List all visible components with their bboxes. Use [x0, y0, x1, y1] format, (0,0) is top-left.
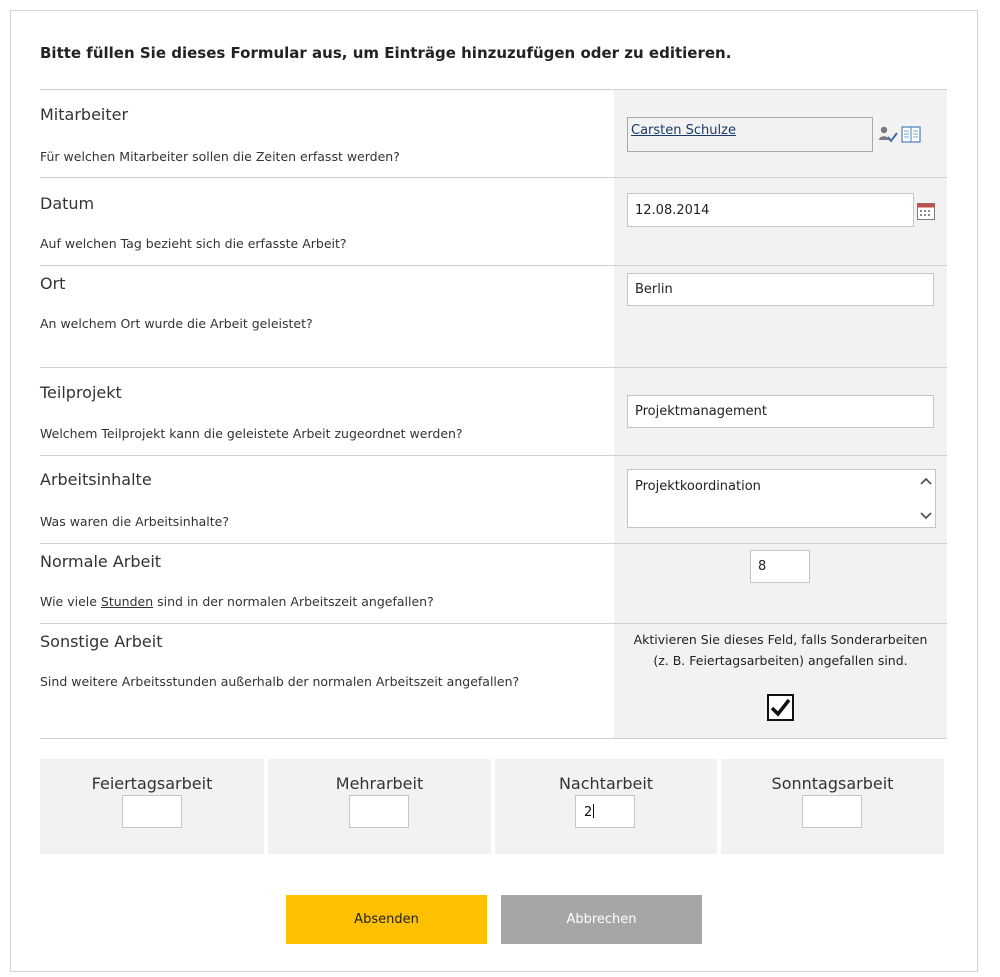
row-work-content: [40, 455, 947, 543]
row-date: [40, 177, 947, 265]
night-work-input[interactable]: [575, 795, 635, 828]
check-names-icon[interactable]: [878, 125, 898, 145]
calendar-icon[interactable]: [916, 201, 936, 221]
work-content-textarea[interactable]: [627, 469, 936, 528]
subproject-input[interactable]: Projektmanagement: [627, 395, 934, 428]
location-input[interactable]: Berlin: [627, 273, 934, 306]
normal-work-label: Normale Arbeit: [40, 552, 162, 571]
holiday-work-label: Feiertagsarbeit: [91, 774, 213, 793]
row-other-work: [40, 623, 947, 739]
night-work-label: Nachtarbeit: [558, 774, 654, 793]
textarea-scrollbar[interactable]: [916, 470, 935, 527]
night-work-cell: [495, 759, 717, 854]
sunday-work-cell: [721, 759, 944, 854]
work-content-value: Projektkoordination: [635, 479, 761, 494]
checkmark-icon: [769, 696, 792, 719]
holiday-work-input[interactable]: [122, 795, 182, 828]
overtime-work-cell: [268, 759, 491, 854]
address-book-icon[interactable]: [901, 126, 922, 144]
subproject-description: Welchem Teilprojekt kann die geleistete Arbeit zugeordnet werden?: [40, 426, 463, 441]
subproject-label: Teilprojekt: [40, 383, 122, 402]
submit-button[interactable]: Absenden: [286, 895, 487, 944]
employee-value: Carsten Schulze: [631, 123, 736, 138]
sunday-work-label: Sonntagsarbeit: [771, 774, 894, 793]
other-work-label: Sonstige Arbeit: [40, 632, 163, 651]
normal-work-description-start: Wie viele: [40, 594, 101, 609]
holiday-work-cell: [40, 759, 264, 854]
hours-link[interactable]: Stunden: [100, 594, 154, 609]
text-caret: [593, 804, 594, 818]
employee-people-picker[interactable]: [627, 117, 873, 152]
employee-description: Für welchen Mitarbeiter sollen die Zeiten erfasst werden?: [40, 149, 400, 164]
date-input[interactable]: 12.08.2014: [627, 193, 914, 227]
overtime-work-label: Mehrarbeit: [335, 774, 424, 793]
normal-work-description-end: sind in der normalen Arbeitszeit angefallen?: [153, 594, 434, 609]
work-content-label: Arbeitsinhalte: [40, 470, 152, 489]
normal-work-description: [40, 594, 434, 609]
row-normal-work: [40, 543, 947, 623]
chevron-up-icon[interactable]: [919, 476, 933, 486]
location-description: An welchem Ort wurde die Arbeit geleistet?: [40, 316, 313, 331]
normal-work-input[interactable]: 8: [750, 550, 810, 583]
row-employee: [40, 89, 947, 177]
form-heading: Bitte füllen Sie dieses Formular aus, um Einträge hinzuzufügen oder zu editieren.: [40, 44, 732, 62]
sunday-work-input[interactable]: [802, 795, 862, 828]
date-description: Auf welchen Tag bezieht sich die erfasste Arbeit?: [40, 236, 347, 251]
row-subproject: [40, 367, 947, 455]
special-work-checkbox[interactable]: [767, 694, 794, 721]
cancel-button[interactable]: Abbrechen: [501, 895, 702, 944]
night-work-value: 2: [584, 805, 593, 820]
chevron-down-icon[interactable]: [919, 511, 933, 521]
row-location: [40, 265, 947, 367]
other-work-note-line1: Aktivieren Sie dieses Feld, falls Sonderarbeiten: [633, 632, 928, 647]
location-label: Ort: [40, 274, 66, 293]
other-work-note-line2: (z. B. Feiertagsarbeiten) angefallen sind.: [653, 653, 908, 668]
employee-label: Mitarbeiter: [40, 105, 129, 124]
overtime-work-input[interactable]: [349, 795, 409, 828]
date-label: Datum: [40, 194, 95, 213]
other-work-note: [614, 629, 947, 671]
other-work-description: Sind weitere Arbeitsstunden außerhalb der normalen Arbeitszeit angefallen?: [40, 674, 520, 689]
work-content-description: Was waren die Arbeitsinhalte?: [40, 514, 229, 529]
